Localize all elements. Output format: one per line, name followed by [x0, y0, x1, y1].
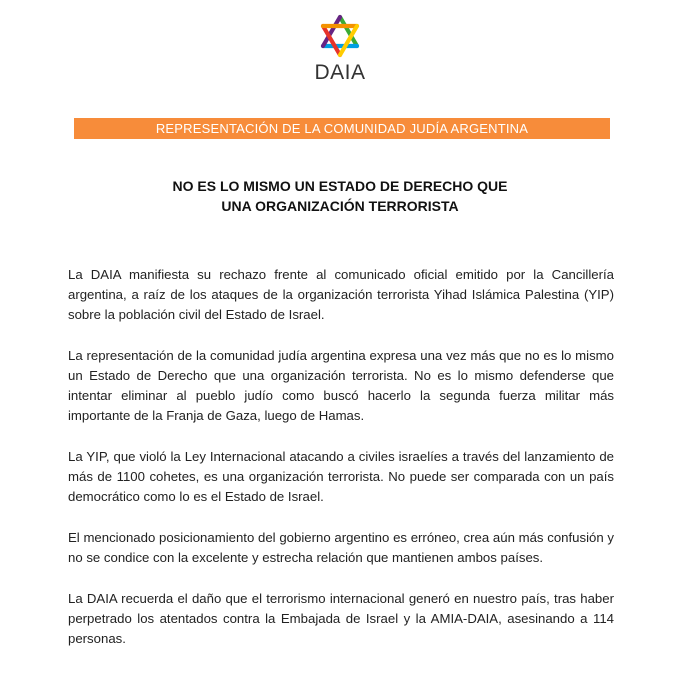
statement-headline [40, 176, 640, 216]
paragraph: El mencionado posicionamiento del gobierno argentino es erróneo, crea aún más confusión y no se condice con la excelente y estrecha relación que mantienen ambos países. [68, 530, 614, 565]
paragraph: La YIP, que violó la Ley Internacional atacando a civiles israelíes a través del lanzamiento de más de 1100 cohetes, es una organización terrorista. No puede ser comparada con un país democrático como lo es el Estado de Israel. [68, 449, 614, 504]
headline-line-2: UNA ORGANIZACIÓN TERRORISTA [221, 198, 459, 214]
statement-body [68, 265, 614, 670]
daia-logo [0, 14, 680, 85]
paragraph: La representación de la comunidad judía argentina expresa una vez más que no es lo mismo un Estado de Derecho que una organización terrorista. No es lo mismo defenderse que intentar eliminar al pueblo judío como buscó hacerlo la segunda fuerza militar más importante de la Franja de Gaza, luego de Hamas. [68, 348, 614, 423]
subtitle-banner: REPRESENTACIÓN DE LA COMUNIDAD JUDÍA ARGENTINA [74, 118, 610, 139]
paragraph: La DAIA manifiesta su rechazo frente al comunicado oficial emitido por la Cancillería argentina, a raíz de los ataques de la organización terrorista Yihad Islámica Palestina (YIP) sobre la población civil del Estado de Israel. [68, 267, 614, 322]
rainbow-star-of-david-icon [318, 14, 362, 58]
logo-text: DAIA [314, 61, 366, 84]
headline-line-1: NO ES LO MISMO UN ESTADO DE DERECHO QUE [172, 178, 508, 194]
paragraph: La DAIA recuerda el daño que el terrorismo internacional generó en nuestro país, tras haber perpetrado los atentados contra la Embajada de Israel y la AMIA-DAIA, asesinando a 114 personas. [68, 591, 614, 646]
